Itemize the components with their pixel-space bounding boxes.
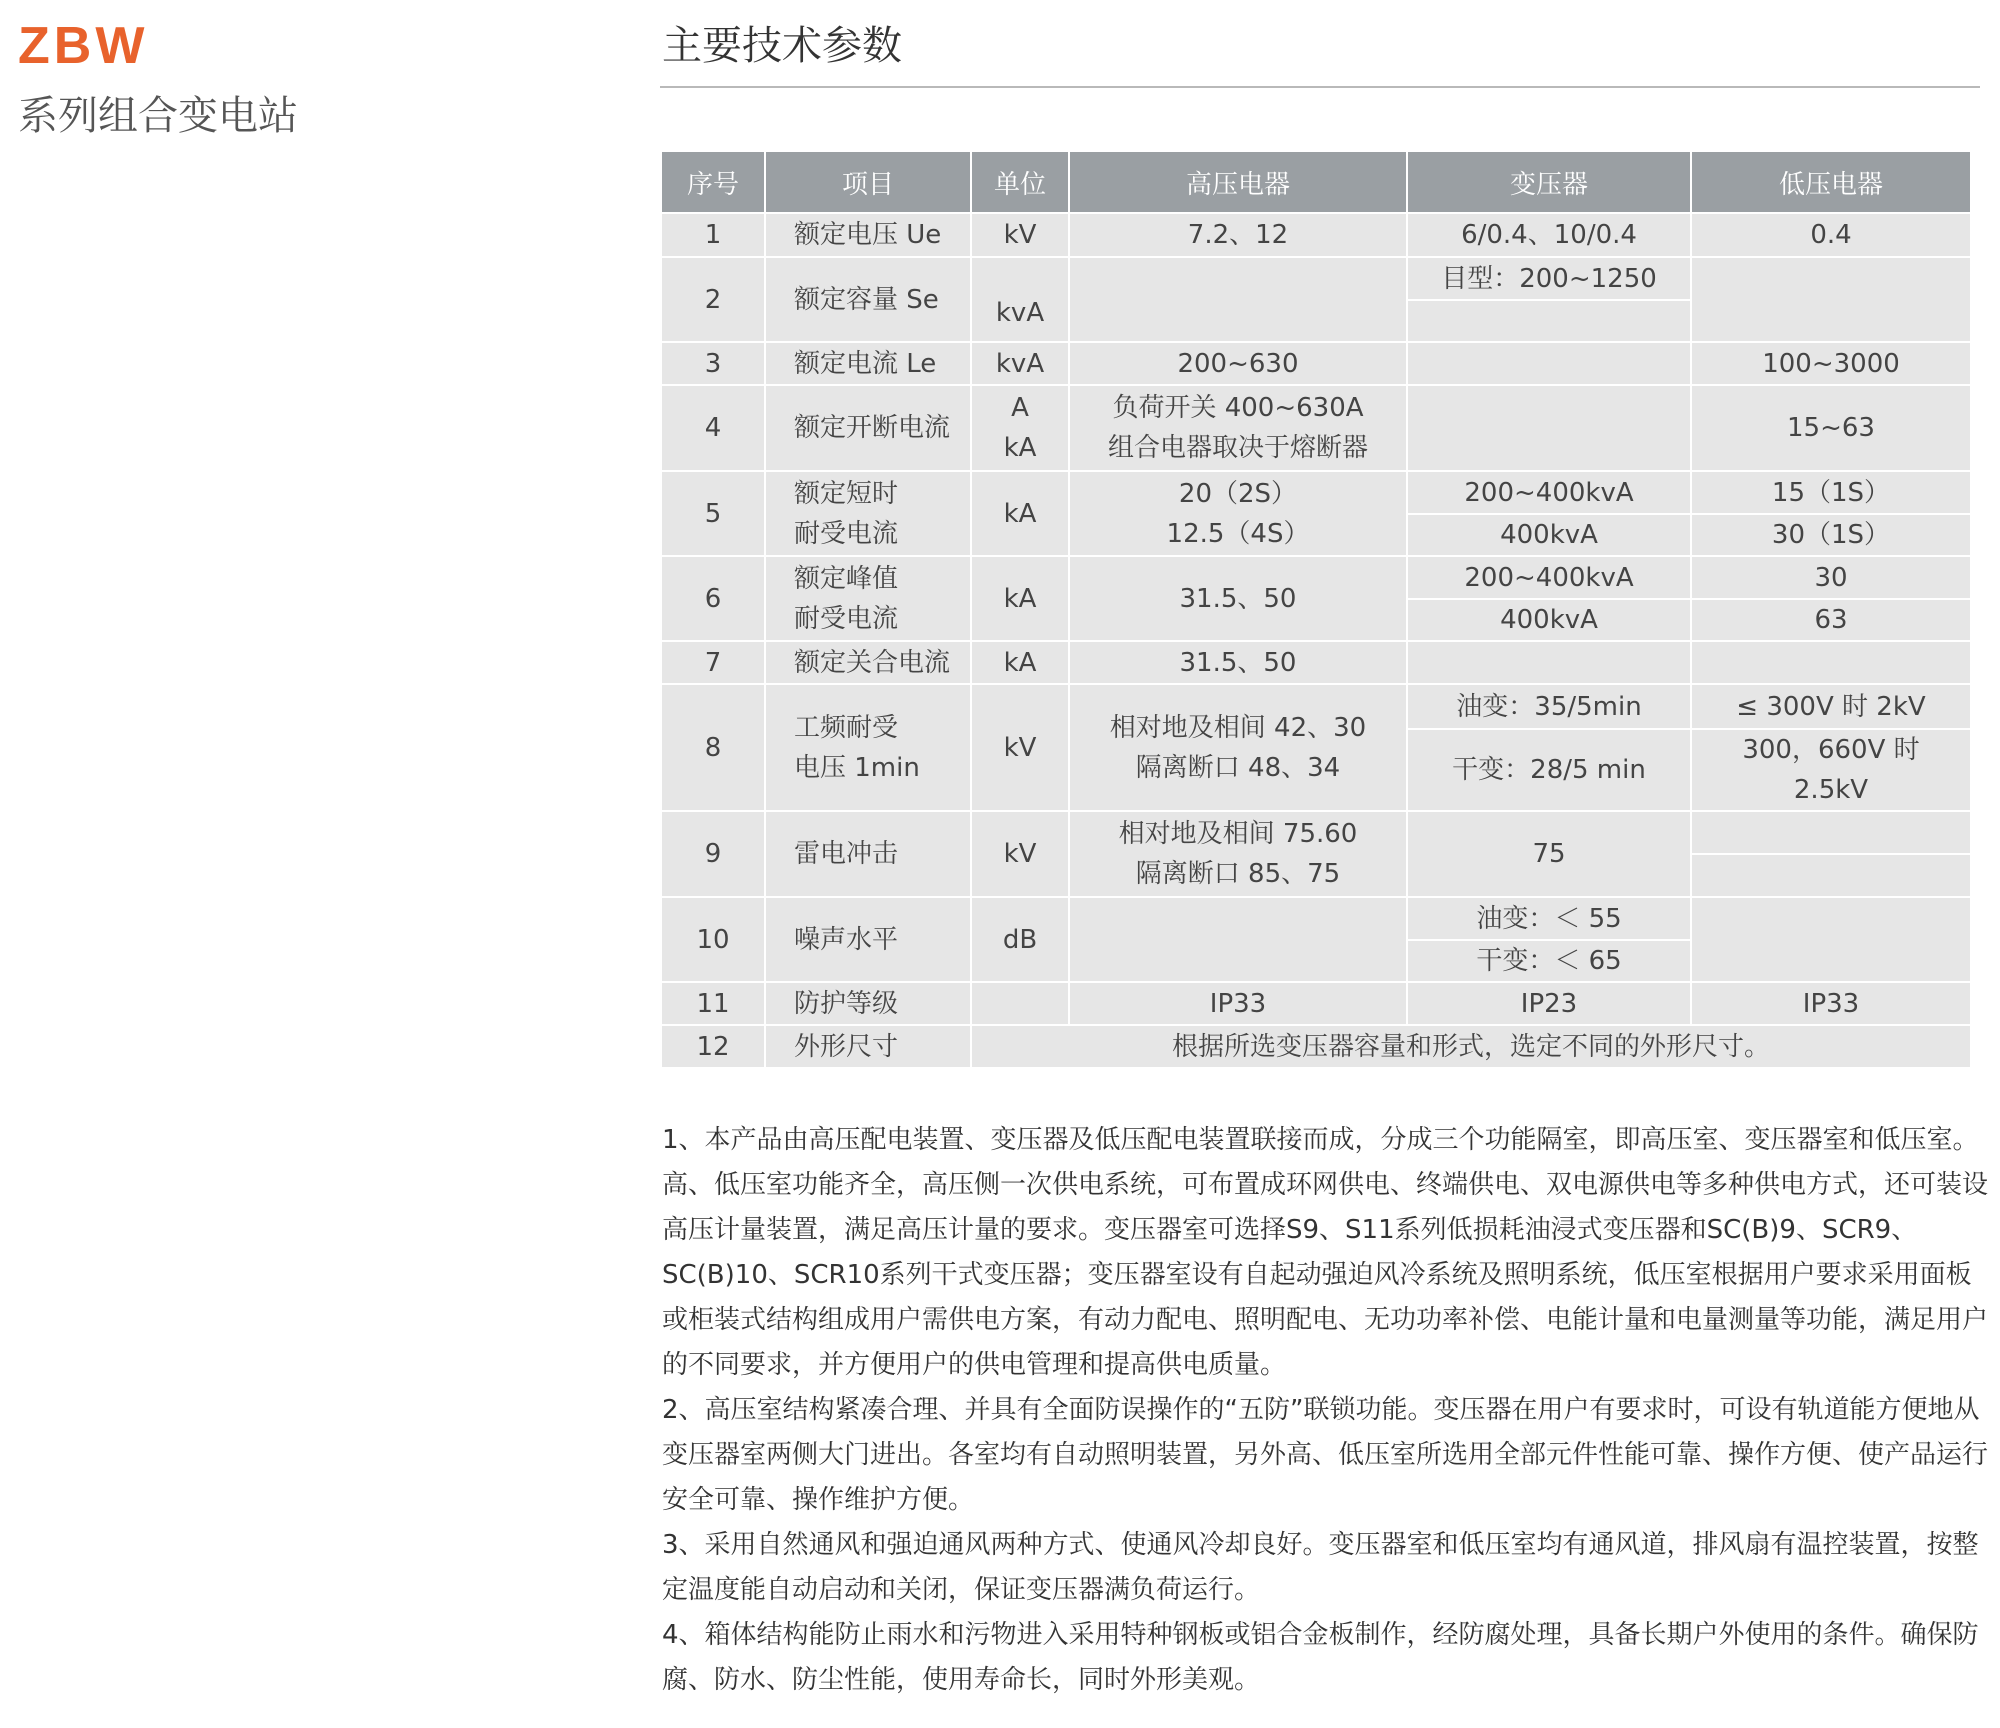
spec-table: [660, 150, 1972, 1069]
table-cell: 75: [1407, 811, 1691, 897]
table-cell: 8: [661, 684, 765, 811]
table-cell: [971, 385, 1069, 471]
table-cell: 目型：200~1250: [1407, 257, 1691, 300]
table-cell: [1069, 897, 1407, 982]
table-cell: 30: [1691, 556, 1971, 599]
section-title: 主要技术参数: [662, 23, 902, 69]
table-cell: 额定开断电流: [765, 385, 971, 471]
table-cell: 31.5、50: [1069, 641, 1407, 684]
table-cell: [1691, 897, 1971, 982]
cell-line: 相对地及相间 42、30: [1109, 712, 1367, 743]
table-cell: [1069, 471, 1407, 556]
table-cell: 根据所选变压器容量和形式，选定不同的外形尺寸。: [971, 1025, 1971, 1068]
cell-line: 隔离断口 85、75: [1135, 859, 1341, 889]
table-cell: ≤ 300V 时 2kV: [1691, 684, 1971, 729]
cell-line: 负荷开关 400~630A: [1112, 393, 1364, 423]
table-cell: [1407, 641, 1691, 684]
table-cell: [1069, 684, 1407, 811]
brand-subtitle: 系列组合变电站: [18, 93, 298, 139]
table-cell: 4: [661, 385, 765, 471]
table-cell: [765, 556, 971, 641]
table-cell: 7.2、12: [1069, 213, 1407, 257]
header-cell: 高压电器: [1069, 151, 1407, 213]
table-cell: 200~630: [1069, 342, 1407, 385]
table-cell: [1691, 729, 1971, 811]
table-cell: 6: [661, 556, 765, 641]
table-cell: 6/0.4、10/0.4: [1407, 213, 1691, 257]
cell-line: 耐受电流: [794, 603, 899, 634]
cell-line: 电压 1min: [794, 752, 920, 783]
table-cell: 额定容量 Se: [765, 257, 971, 342]
table-row: [661, 684, 1971, 729]
table-cell: 油变：35/5min: [1407, 684, 1691, 729]
brand-block: [18, 16, 298, 140]
cell-line: 组合电器取决于熔断器: [1107, 433, 1368, 463]
table-cell: 5: [661, 471, 765, 556]
table-cell: 200~400kvA: [1407, 556, 1691, 599]
table-cell: 9: [661, 811, 765, 897]
table-cell: 10: [661, 897, 765, 982]
header-cell: 变压器: [1407, 151, 1691, 213]
table-cell: IP33: [1069, 982, 1407, 1025]
table-header-row: [661, 151, 1971, 213]
table-cell: 额定关合电流: [765, 641, 971, 684]
table-row: [661, 213, 1971, 257]
table-cell: [1069, 811, 1407, 897]
table-cell: 干变：＜ 65: [1407, 940, 1691, 982]
table-cell: 1: [661, 213, 765, 257]
table-row: [661, 641, 1971, 684]
table-cell: [1691, 641, 1971, 684]
table-cell: 干变：28/5 min: [1407, 729, 1691, 811]
note-paragraph: 2、高压室结构紧凑合理、并具有全面防误操作的“五防”联锁功能。变压器在用户有要求时，可设有轨道能方便地从变压器室两侧大门进出。各室均有自动照明装置，另外高、低压室所选用全部元件性能可靠、操作方便、使产品运行安全可靠、操作维护方便。: [662, 1395, 1989, 1515]
table-row: [661, 342, 1971, 385]
table-cell: 15（1S）: [1691, 471, 1971, 514]
table-row: [661, 897, 1971, 940]
cell-line: 2.5kV: [1793, 775, 1869, 805]
cell-line: kA: [1003, 433, 1037, 463]
table-cell: [1691, 854, 1971, 897]
table-cell: 11: [661, 982, 765, 1025]
brand-code: ZBW: [18, 17, 149, 75]
table-row: [661, 257, 1971, 300]
table-row: [661, 556, 1971, 599]
table-cell: IP33: [1691, 982, 1971, 1025]
table-cell: 油变：＜ 55: [1407, 897, 1691, 940]
cell-line: 耐受电流: [794, 518, 899, 549]
table-cell: 100~3000: [1691, 342, 1971, 385]
table-cell: kvA: [971, 257, 1069, 342]
cell-line: 隔离断口 48、34: [1135, 752, 1341, 783]
cell-line: 300，660V 时: [1742, 735, 1920, 765]
table-row: [661, 811, 1971, 854]
table-cell: 31.5、50: [1069, 556, 1407, 641]
table-cell: 3: [661, 342, 765, 385]
table-cell: 外形尺寸: [765, 1025, 971, 1068]
table-cell: kV: [971, 684, 1069, 811]
cell-line: 相对地及相间 75.60: [1118, 819, 1358, 849]
table-cell: kvA: [971, 342, 1069, 385]
table-row: [661, 1025, 1971, 1068]
note-paragraph: 3、采用自然通风和强迫通风两种方式、使通风冷却良好。变压器室和低压室均有通风道，排风扇有温控装置，按整定温度能自动启动和关闭，保证变压器满负荷运行。: [662, 1530, 1979, 1605]
table-cell: [971, 982, 1069, 1025]
cell-line: 额定短时: [794, 478, 899, 509]
feature-notes: [662, 1118, 1988, 1703]
header-cell: 低压电器: [1691, 151, 1971, 213]
cell-line: 工频耐受: [794, 712, 899, 743]
table-cell: [1407, 342, 1691, 385]
table-cell: 30（1S）: [1691, 514, 1971, 556]
table-cell: 200~400kvA: [1407, 471, 1691, 514]
table-cell: 防护等级: [765, 982, 971, 1025]
table-cell: kV: [971, 811, 1069, 897]
table-row: [661, 385, 1971, 471]
table-cell: [1407, 300, 1691, 342]
table-cell: 12: [661, 1025, 765, 1068]
table-row: [661, 471, 1971, 514]
header-cell: 项目: [765, 151, 971, 213]
table-cell: [1691, 257, 1971, 342]
note-paragraph: 4、箱体结构能防止雨水和污物进入采用特种钢板或铝合金板制作，经防腐处理，具备长期户外使用的条件。确保防腐、防水、防尘性能，使用寿命长，同时外形美观。: [662, 1620, 1979, 1695]
table-cell: kA: [971, 471, 1069, 556]
table-cell: [765, 684, 971, 811]
cell-line: A: [1011, 393, 1029, 423]
table-cell: 400kvA: [1407, 514, 1691, 556]
table-cell: [1407, 385, 1691, 471]
header-cell: 单位: [971, 151, 1069, 213]
header-cell: 序号: [661, 151, 765, 213]
table-cell: 额定电压 Ue: [765, 213, 971, 257]
table-cell: 7: [661, 641, 765, 684]
cell-line: 20（2S）: [1178, 478, 1298, 509]
table-cell: [1691, 811, 1971, 854]
table-cell: [765, 471, 971, 556]
cell-line: 12.5（4S）: [1166, 518, 1310, 549]
table-cell: 0.4: [1691, 213, 1971, 257]
table-cell: IP23: [1407, 982, 1691, 1025]
table-cell: [1069, 385, 1407, 471]
table-cell: 15~63: [1691, 385, 1971, 471]
table-cell: 雷电冲击: [765, 811, 971, 897]
table-cell: kA: [971, 556, 1069, 641]
table-cell: kV: [971, 213, 1069, 257]
table-cell: kA: [971, 641, 1069, 684]
table-cell: 额定电流 Le: [765, 342, 971, 385]
section-divider: [660, 86, 1980, 88]
table-cell: 噪声水平: [765, 897, 971, 982]
table-row: [661, 982, 1971, 1025]
section-header: [660, 20, 1980, 88]
table-cell: 400kvA: [1407, 599, 1691, 641]
note-paragraph: 1、本产品由高压配电装置、变压器及低压配电装置联接而成，分成三个功能隔室，即高压室、变压器室和低压室。高、低压室功能齐全，高压侧一次供电系统，可布置成环网供电、终端供电、双电源供电等多种供电方式，还可装设高压计量装置，满足高压计量的要求。变压器室可选择S9、S11系列低损耗油浸式变压器和SC(B)9、SCR9、SC(B)10、SCR10系列干式变压器；变压器室设有自起动强迫风冷系统及照明系统，低压室根据用户要求采用面板或柜装式结构组成用户需供电方案，有动力配电、照明配电、无功功率补偿、电能计量和电量测量等功能，满足用户的不同要求，并方便用户的供电管理和提高供电质量。: [662, 1125, 1989, 1380]
table-cell: [1069, 257, 1407, 342]
table-cell: dB: [971, 897, 1069, 982]
cell-line: 额定峰值: [794, 563, 899, 594]
table-cell: 2: [661, 257, 765, 342]
table-cell: 63: [1691, 599, 1971, 641]
